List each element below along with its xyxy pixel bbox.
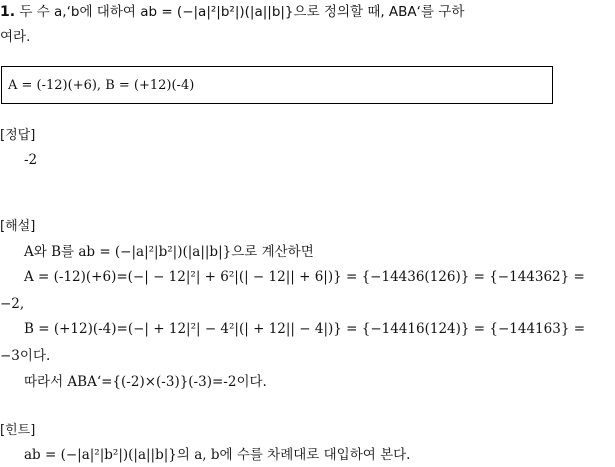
answer-label: [정답]	[0, 128, 36, 143]
hint-label: [힌트]	[0, 423, 36, 438]
question-number: 1.	[0, 4, 16, 20]
explanation-line-4: B = (+12)(-4)=(−| + 12|²| − 4²|(| + 12|| − 4|)} = {−14416(124)} = {−144163} =	[24, 321, 586, 337]
question-line-2: 여라.	[0, 29, 31, 45]
explanation-line-3: −2,	[0, 296, 25, 312]
explanation-line-2: A = (-12)(+6)=(−| − 12|²| + 6²|(| − 12|| + 6|)} = {−14436(126)} = {−144362} =	[24, 269, 585, 285]
explanation-line-6: 따라서 ABA‘={(-2)×(-3)}(-3)=-2이다.	[24, 374, 267, 390]
explanation-label: [해설]	[0, 219, 36, 234]
answer-value: -2	[24, 152, 38, 168]
given-box	[1, 66, 553, 104]
question-text: 두 수 a,‘b에 대하여 ab = (−|a|²|b²|)(|a||b|}으로 정의할 때, ABA‘를 구하	[19, 4, 465, 20]
explanation-line-5: −3이다.	[0, 348, 51, 364]
explanation-line-1: A와 B를 ab = (−|a|²|b²|)(|a||b|}으로 계산하면	[24, 244, 314, 260]
question-line-1	[0, 3, 464, 21]
hint-line-1: ab = (−|a|²|b²|)(|a||b|}의 a, b에 수를 차례대로 대입하여 본다.	[24, 447, 411, 463]
given-text: A = (-12)(+6), B = (+12)(-4)	[8, 78, 195, 93]
